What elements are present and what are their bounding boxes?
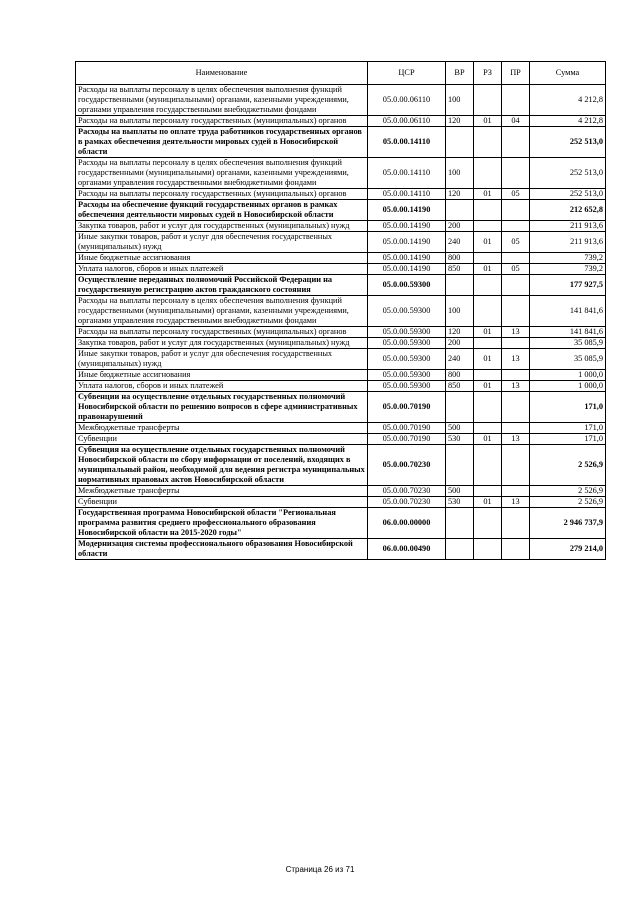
cell-rz xyxy=(474,127,502,158)
cell-csr: 05.0.00.59300 xyxy=(368,275,446,296)
cell-sum: 2 526,9 xyxy=(530,497,606,508)
cell-csr: 05.0.00.70230 xyxy=(368,445,446,486)
cell-pr: 13 xyxy=(502,327,530,338)
table-row xyxy=(76,445,606,486)
table-row xyxy=(76,232,606,253)
cell-vr xyxy=(446,127,474,158)
cell-name: Иные закупки товаров, работ и услуг для обеспечения государственных (муниципальных) нужд xyxy=(76,232,368,253)
cell-sum: 35 085,9 xyxy=(530,349,606,370)
cell-pr xyxy=(502,486,530,497)
table-row xyxy=(76,370,606,381)
cell-name: Расходы на выплаты персоналу государственных (муниципальных) органов xyxy=(76,116,368,127)
table-row xyxy=(76,508,606,539)
cell-pr: 13 xyxy=(502,349,530,370)
header-rz: РЗ xyxy=(474,62,502,85)
cell-pr xyxy=(502,423,530,434)
cell-rz xyxy=(474,392,502,423)
table-row xyxy=(76,327,606,338)
cell-name: Межбюджетные трансферты xyxy=(76,486,368,497)
cell-sum: 171,0 xyxy=(530,434,606,445)
cell-sum: 252 513,0 xyxy=(530,189,606,200)
cell-vr: 500 xyxy=(446,423,474,434)
cell-rz xyxy=(474,275,502,296)
table-row xyxy=(76,423,606,434)
cell-pr xyxy=(502,85,530,116)
table-row xyxy=(76,434,606,445)
cell-name: Закупка товаров, работ и услуг для государственных (муниципальных) нужд xyxy=(76,221,368,232)
cell-name: Государственная программа Новосибирской области "Региональная программа развития среднего профессионального образования Новосибирской области на 2015-2020 годы" xyxy=(76,508,368,539)
cell-pr: 13 xyxy=(502,434,530,445)
cell-vr xyxy=(446,445,474,486)
cell-rz xyxy=(474,539,502,560)
cell-vr: 800 xyxy=(446,370,474,381)
cell-vr: 240 xyxy=(446,349,474,370)
cell-pr xyxy=(502,275,530,296)
cell-pr: 13 xyxy=(502,497,530,508)
cell-pr xyxy=(502,445,530,486)
cell-sum: 739,2 xyxy=(530,264,606,275)
cell-sum: 252 513,0 xyxy=(530,127,606,158)
cell-csr: 05.0.00.70230 xyxy=(368,497,446,508)
cell-vr: 850 xyxy=(446,264,474,275)
cell-name: Межбюджетные трансферты xyxy=(76,423,368,434)
cell-rz: 01 xyxy=(474,189,502,200)
cell-vr xyxy=(446,200,474,221)
cell-vr: 100 xyxy=(446,296,474,327)
cell-rz xyxy=(474,221,502,232)
table-row xyxy=(76,189,606,200)
cell-name: Иные закупки товаров, работ и услуг для обеспечения государственных (муниципальных) нужд xyxy=(76,349,368,370)
cell-vr: 100 xyxy=(446,158,474,189)
cell-csr: 05.0.00.70190 xyxy=(368,392,446,423)
budget-table xyxy=(75,61,606,560)
cell-rz: 01 xyxy=(474,116,502,127)
cell-name: Субвенции на осуществление отдельных государственных полномочий Новосибирской области по решению вопросов в сфере административных правонарушений xyxy=(76,392,368,423)
table-row xyxy=(76,221,606,232)
cell-pr xyxy=(502,392,530,423)
table-row xyxy=(76,116,606,127)
cell-csr: 05.0.00.14190 xyxy=(368,200,446,221)
cell-vr xyxy=(446,508,474,539)
cell-pr xyxy=(502,253,530,264)
header-csr: ЦСР xyxy=(368,62,446,85)
cell-rz xyxy=(474,423,502,434)
cell-sum: 4 212,8 xyxy=(530,85,606,116)
header-name: Наименование xyxy=(76,62,368,85)
cell-csr: 06.0.00.00000 xyxy=(368,508,446,539)
cell-pr: 13 xyxy=(502,381,530,392)
cell-csr: 05.0.00.70190 xyxy=(368,434,446,445)
header-sum: Сумма xyxy=(530,62,606,85)
cell-pr xyxy=(502,508,530,539)
table-row xyxy=(76,539,606,560)
cell-csr: 05.0.00.59300 xyxy=(368,338,446,349)
cell-rz xyxy=(474,370,502,381)
cell-vr: 530 xyxy=(446,497,474,508)
cell-name: Закупка товаров, работ и услуг для государственных (муниципальных) нужд xyxy=(76,338,368,349)
cell-sum: 212 652,8 xyxy=(530,200,606,221)
cell-name: Расходы на выплаты персоналу в целях обеспечения выполнения функций государственными (муниципальными) органами, казенными учреждениями, органами управления государственными внебюджетными фондами xyxy=(76,85,368,116)
cell-vr: 200 xyxy=(446,338,474,349)
header-vr: ВР xyxy=(446,62,474,85)
cell-pr xyxy=(502,539,530,560)
cell-pr: 05 xyxy=(502,232,530,253)
cell-csr: 05.0.00.70190 xyxy=(368,423,446,434)
cell-sum: 1 000,0 xyxy=(530,370,606,381)
table-row xyxy=(76,392,606,423)
cell-name: Субвенции xyxy=(76,497,368,508)
cell-name: Иные бюджетные ассигнования xyxy=(76,253,368,264)
cell-vr: 530 xyxy=(446,434,474,445)
cell-name: Модернизация системы профессионального образования Новосибирской области xyxy=(76,539,368,560)
cell-sum: 177 927,5 xyxy=(530,275,606,296)
cell-name: Расходы на обеспечение функций государственных органов в рамках обеспечения деятельности мировых судей в Новосибирской области xyxy=(76,200,368,221)
cell-csr: 05.0.00.14190 xyxy=(368,232,446,253)
cell-name: Осуществление переданных полномочий Российской Федерации на государственную регистрацию актов гражданского состояния xyxy=(76,275,368,296)
cell-sum: 141 841,6 xyxy=(530,327,606,338)
table-row xyxy=(76,349,606,370)
cell-pr: 05 xyxy=(502,264,530,275)
cell-name: Субвенции xyxy=(76,434,368,445)
table-row xyxy=(76,275,606,296)
cell-sum: 1 000,0 xyxy=(530,381,606,392)
cell-vr: 200 xyxy=(446,221,474,232)
cell-sum: 4 212,8 xyxy=(530,116,606,127)
table-row xyxy=(76,338,606,349)
cell-csr: 05.0.00.70230 xyxy=(368,486,446,497)
cell-vr xyxy=(446,392,474,423)
cell-vr: 800 xyxy=(446,253,474,264)
table-header-row xyxy=(76,62,606,85)
cell-rz xyxy=(474,200,502,221)
cell-vr: 100 xyxy=(446,85,474,116)
cell-rz: 01 xyxy=(474,349,502,370)
cell-csr: 05.0.00.14110 xyxy=(368,127,446,158)
table-row xyxy=(76,264,606,275)
cell-sum: 2 526,9 xyxy=(530,486,606,497)
cell-pr xyxy=(502,221,530,232)
table-row xyxy=(76,158,606,189)
table-body xyxy=(76,85,606,560)
cell-csr: 05.0.00.59300 xyxy=(368,327,446,338)
cell-vr: 120 xyxy=(446,327,474,338)
cell-csr: 05.0.00.14190 xyxy=(368,221,446,232)
cell-rz: 01 xyxy=(474,264,502,275)
cell-sum: 252 513,0 xyxy=(530,158,606,189)
cell-csr: 05.0.00.06110 xyxy=(368,116,446,127)
cell-name: Расходы на выплаты персоналу государственных (муниципальных) органов xyxy=(76,327,368,338)
cell-csr: 05.0.00.14190 xyxy=(368,264,446,275)
header-pr: ПР xyxy=(502,62,530,85)
cell-sum: 211 913,6 xyxy=(530,221,606,232)
table-row xyxy=(76,85,606,116)
cell-sum: 739,2 xyxy=(530,253,606,264)
cell-name: Расходы на выплаты по оплате труда работников государственных органов в рамках обеспечения деятельности мировых судей в Новосибирской области xyxy=(76,127,368,158)
cell-rz xyxy=(474,338,502,349)
cell-name: Уплата налогов, сборов и иных платежей xyxy=(76,381,368,392)
table-row xyxy=(76,127,606,158)
cell-name: Субвенция на осуществление отдельных государственных полномочий Новосибирской области по сбору информации от поселений, входящих в муниципальный район, необходимой для ведения регистра муниципальных нормативных правовых актов Новосибирской области xyxy=(76,445,368,486)
cell-rz xyxy=(474,508,502,539)
cell-pr xyxy=(502,338,530,349)
cell-vr: 240 xyxy=(446,232,474,253)
cell-name: Уплата налогов, сборов и иных платежей xyxy=(76,264,368,275)
cell-csr: 05.0.00.59300 xyxy=(368,381,446,392)
cell-rz: 01 xyxy=(474,434,502,445)
cell-rz xyxy=(474,253,502,264)
cell-rz: 01 xyxy=(474,327,502,338)
cell-rz xyxy=(474,445,502,486)
cell-name: Расходы на выплаты персоналу в целях обеспечения выполнения функций государственными (муниципальными) органами, казенными учреждениями, органами управления государственными внебюджетными фондами xyxy=(76,158,368,189)
cell-pr xyxy=(502,200,530,221)
cell-rz: 01 xyxy=(474,497,502,508)
cell-csr: 05.0.00.59300 xyxy=(368,370,446,381)
cell-vr: 500 xyxy=(446,486,474,497)
cell-vr xyxy=(446,275,474,296)
cell-pr xyxy=(502,158,530,189)
table-row xyxy=(76,497,606,508)
cell-rz xyxy=(474,296,502,327)
table-row xyxy=(76,296,606,327)
cell-name: Расходы на выплаты персоналу в целях обеспечения выполнения функций государственными (муниципальными) органами, казенными учреждениями, органами управления государственными внебюджетными фондами xyxy=(76,296,368,327)
cell-csr: 05.0.00.14110 xyxy=(368,189,446,200)
cell-sum: 2 526,9 xyxy=(530,445,606,486)
cell-vr: 850 xyxy=(446,381,474,392)
cell-sum: 279 214,0 xyxy=(530,539,606,560)
cell-rz: 01 xyxy=(474,381,502,392)
cell-csr: 05.0.00.59300 xyxy=(368,349,446,370)
cell-sum: 171,0 xyxy=(530,423,606,434)
cell-pr xyxy=(502,370,530,381)
cell-pr xyxy=(502,296,530,327)
cell-sum: 2 946 737,9 xyxy=(530,508,606,539)
cell-rz xyxy=(474,486,502,497)
cell-pr xyxy=(502,127,530,158)
page-number: Страница 26 из 71 xyxy=(285,865,355,874)
cell-pr: 04 xyxy=(502,116,530,127)
cell-csr: 05.0.00.14110 xyxy=(368,158,446,189)
cell-name: Расходы на выплаты персоналу государственных (муниципальных) органов xyxy=(76,189,368,200)
cell-sum: 141 841,6 xyxy=(530,296,606,327)
cell-vr: 120 xyxy=(446,189,474,200)
cell-name: Иные бюджетные ассигнования xyxy=(76,370,368,381)
cell-csr: 05.0.00.59300 xyxy=(368,296,446,327)
cell-sum: 171,0 xyxy=(530,392,606,423)
table-row xyxy=(76,200,606,221)
cell-csr: 05.0.00.06110 xyxy=(368,85,446,116)
cell-rz: 01 xyxy=(474,232,502,253)
cell-csr: 05.0.00.14190 xyxy=(368,253,446,264)
table-row xyxy=(76,486,606,497)
cell-sum: 211 913,6 xyxy=(530,232,606,253)
cell-sum: 35 085,9 xyxy=(530,338,606,349)
cell-vr: 120 xyxy=(446,116,474,127)
cell-rz xyxy=(474,158,502,189)
cell-rz xyxy=(474,85,502,116)
cell-csr: 06.0.00.00490 xyxy=(368,539,446,560)
table-row xyxy=(76,253,606,264)
table-row xyxy=(76,381,606,392)
cell-vr xyxy=(446,539,474,560)
cell-pr: 05 xyxy=(502,189,530,200)
